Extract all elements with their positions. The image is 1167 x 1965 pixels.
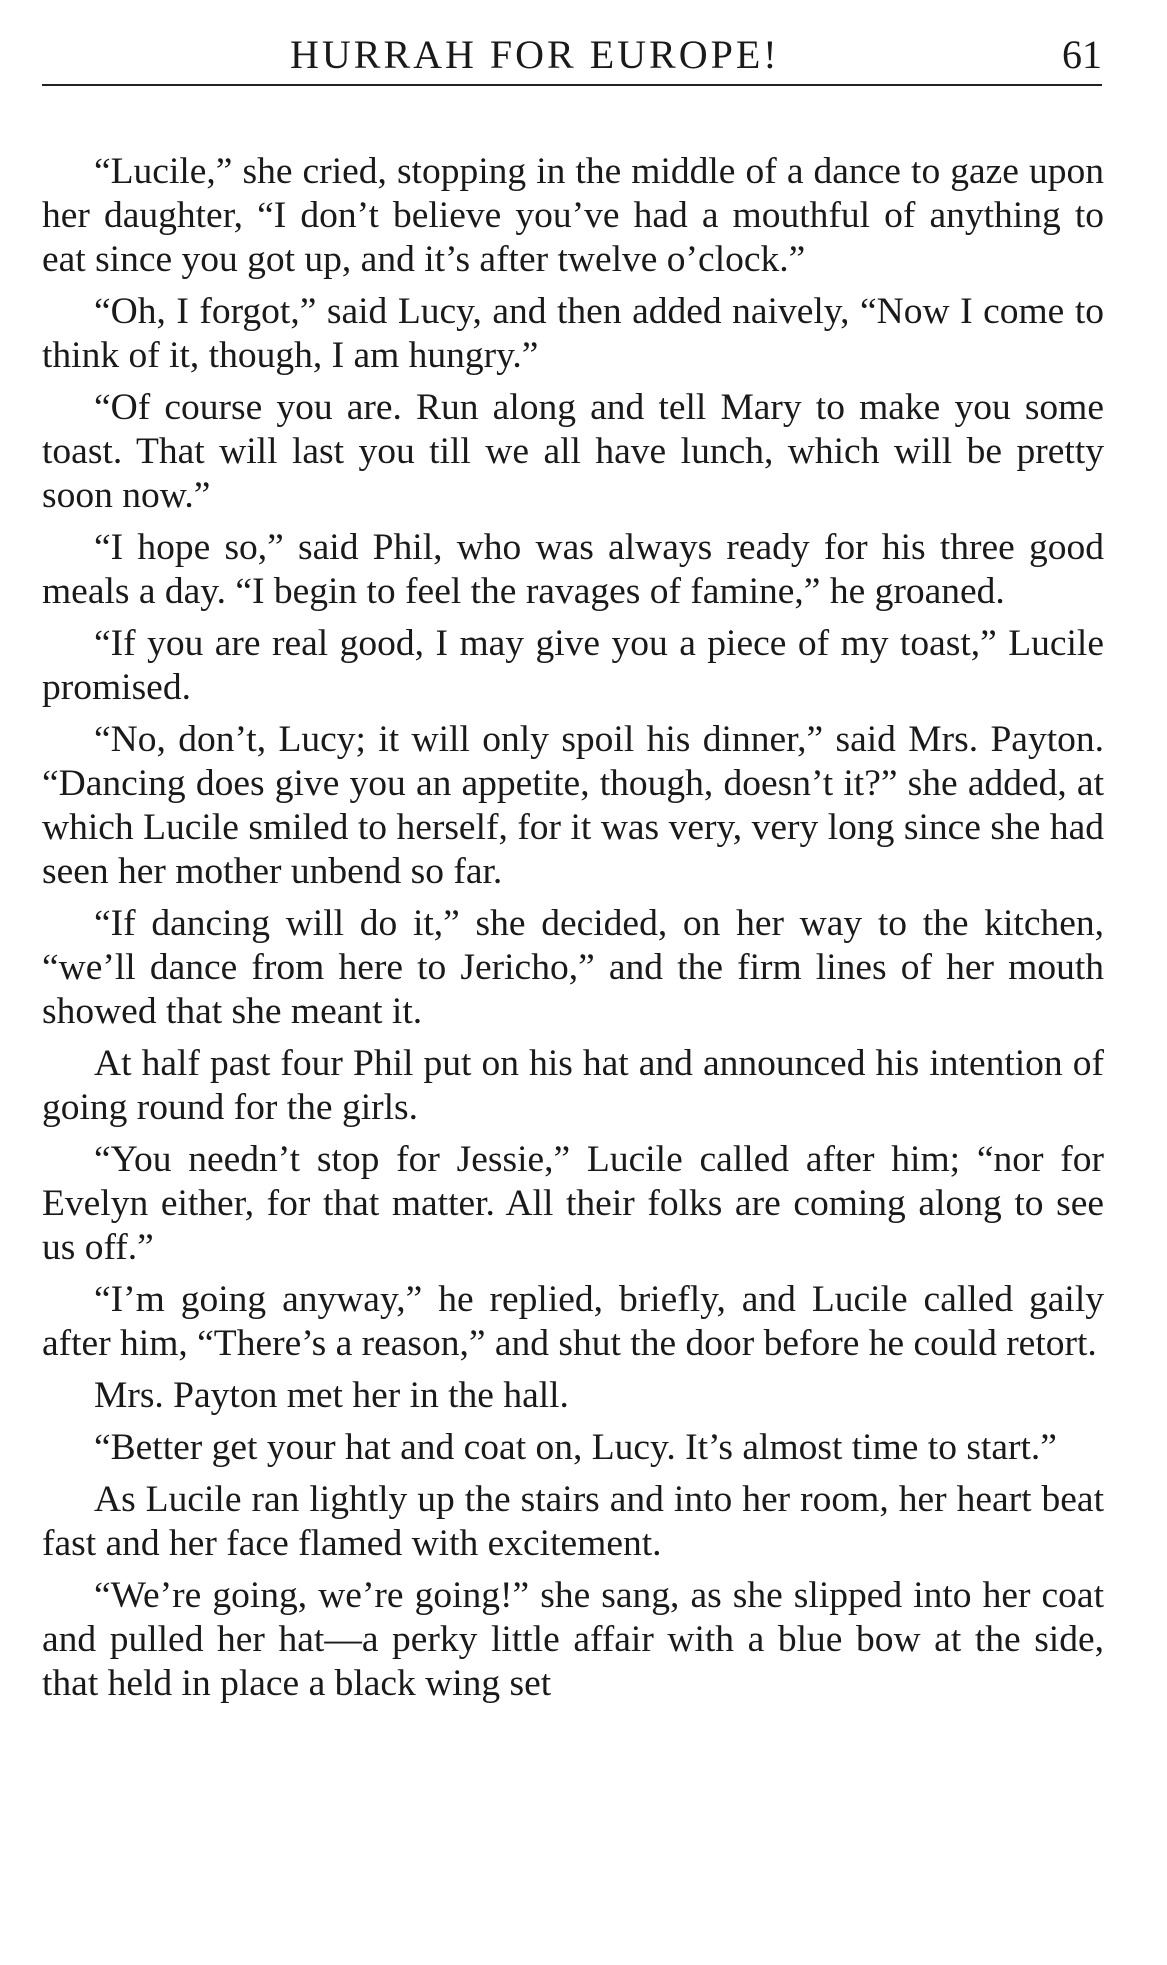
paragraph: “If dancing will do it,” she decided, on her way to the kitchen, “we’ll dance from here to Jericho,” and the firm lines of her mouth showed that she meant it. [42, 903, 1104, 1032]
paragraph: As Lucile ran lightly up the stairs and into her room, her heart beat fast and her face flamed with excitement. [42, 1479, 1104, 1564]
paragraph: At half past four Phil put on his hat and announced his intention of going round for the girls. [42, 1043, 1104, 1128]
running-title: HURRAH FOR EUROPE! [290, 32, 780, 77]
page-number: 61 [1062, 32, 1102, 77]
paragraph: “Of course you are. Run along and tell Mary to make you some toast. That will last you till we all have lunch, which will be pretty soon now.” [42, 387, 1104, 516]
paragraph: “No, don’t, Lucy; it will only spoil his dinner,” said Mrs. Payton. “Dancing does give you an appetite, though, doesn’t it?” she added, at which Lucile smiled to herself, for it was very, very long since she had seen her mother unbend so far. [42, 719, 1104, 892]
paragraph: “I hope so,” said Phil, who was always ready for his three good meals a day. “I begin to feel the ravages of famine,” he groaned. [42, 527, 1104, 612]
paragraph: “You needn’t stop for Jessie,” Lucile called after him; “nor for Evelyn either, for that matter. All their folks are coming along to see us off.” [42, 1139, 1104, 1268]
paragraph: “Lucile,” she cried, stopping in the middle of a dance to gaze upon her daughter, “I don’t believe you’ve had a mouthful of anything to eat since you got up, and it’s after twelve o’clock.” [42, 151, 1104, 280]
paragraph: Mrs. Payton met her in the hall. [94, 1375, 569, 1416]
paragraph: “Oh, I forgot,” said Lucy, and then added naively, “Now I come to think of it, though, I am hungry.” [42, 291, 1104, 376]
running-header [42, 30, 1102, 80]
paragraph: “I’m going anyway,” he replied, briefly, and Lucile called gaily after him, “There’s a reason,” and shut the door before he could retort. [42, 1279, 1104, 1364]
body-text [42, 150, 1104, 1714]
paragraph: “We’re going, we’re going!” she sang, as she slipped into her coat and pulled her hat—a perky little affair with a blue bow at the side, that held in place a black wing set [42, 1575, 1104, 1704]
paragraph: “If you are real good, I may give you a piece of my toast,” Lucile promised. [42, 623, 1104, 708]
paragraph: “Better get your hat and coat on, Lucy. It’s almost time to start.” [94, 1427, 1057, 1468]
header-rule [42, 84, 1102, 86]
